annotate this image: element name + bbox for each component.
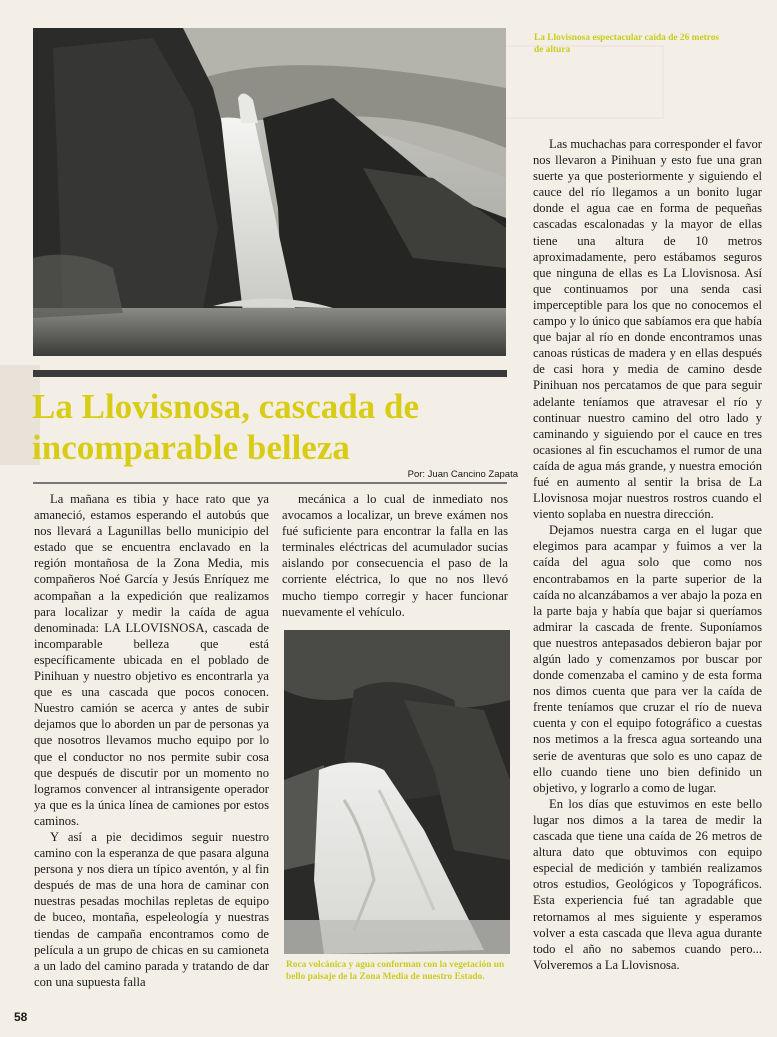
column-left (34, 491, 269, 990)
column-right (533, 136, 762, 973)
paragraph: Dejamos nuestra carga en el lugar que elegimos para acampar y fuimos a ver la caída del agua solo que como nos encontrabamos en la parte superior de la caída no alcanzábamos a ver abajo la poza en la parte baja y había que bajar si queríamos admirar la cascada de frente. Suponíamos que nuestros antepasados debieron bajar por algún lado y comenzamos por buscar por donde comenzaba el camino y de esta forma nos dimos cuenta que para ver la caída de frente teníamos que cruzar el río de nueva cuenta y con el equipo fotográfico a cuestas nos metimos a la fresca agua sorteando una serie de aventuras que solo es uno capaz de ello cuando tiene uno bien definido un objetivo, y lograrlo a como de lugar. (533, 523, 762, 795)
waterfall-photo-bottom (284, 630, 510, 954)
paragraph: La mañana es tibia y hace rato que ya amaneció, estamos esperando el autobús que nos llevará a Lagunillas bello municipio del estado que se encuentra enclavado en la región montañosa de la Zona Media, mis compañeros Noé García y Jesús Enríquez me acompañan a la expedición que realizamos para localizar y medir la caída de agua denominada: LA LLOVISNOSA, cascada de incomparable belleza que está específicamente ubicada en el poblado de Pinihuan y nuestro objetivo es encontrarla ya que es una cascada que pocos conocen. Nuestro camión se acerca y antes de subir dejamos que lo aborden un par de personas ya que nosotros llevamos mucho equipo por lo que el conductor no nos permite subir cosa que después de discutir por un momento no logramos convencer al intransigente operador ya que es la única línea de camiones por estos caminos. (34, 492, 269, 828)
title-rule (33, 370, 507, 377)
page-number: 58 (14, 1010, 28, 1024)
article-title: La Llovisnosa, cascada de incomparable belleza (32, 387, 419, 467)
paragraph: Las muchachas para corresponder el favor nos llevaron a Pinihuan y esto fue una gran suerte ya que posteriormente y siguiendo el cauce del río llegamos a un bonito lugar donde el agua cae en forma de pequeñas cascadas escalonadas y la mayor de ellas tiene una altura de 10 metros aproximadamente, pero estábamos seguros que ninguna de ellas es La Llovisnosa. Así que continuamos por una senda casi imperceptible para los que no conocemos el campo y lo único que sabíamos era que había que bajar al río en donde encontramos unas canoas rústicas de madera y en ellas después de casi hora y media de camino desde Pinihuan nos percatamos de que para seguir adelante teníamos que atravesar el río y continuar nuestro camino del otro lado y caminando y siguiendo por el cauce en tres ocasiones al fin escuchamos el rumor de una caída de agua más grande, y nuestra emoción fué en aumento al sentir la brisa de La Llovisnosa mojar nuestros rostros cuando el viento soplaba en nuestra dirección. (533, 137, 762, 522)
paragraph: En los días que estuvimos en este bello lugar nos dimos a la tarea de medir la cascada que tiene una caída de 26 metros de altura dato que obtuvimos con equipo especial de medición y también realizamos otros estudios, Geológicos y Topográficos. Esta experiencia fué tan agradable que retornamos al mes siguiente y esperamos volver a esta cascada que lleva agua durante todo el año no sabemos cuando pero... Volveremos a La Llovisnosa. (533, 796, 762, 972)
top-photo-caption: La Llovisnosa espectacular caída de 26 metros de altura (534, 33, 720, 55)
byline: Por: Juan Cancino Zapata (407, 469, 518, 480)
paragraph: Y así a pie decidimos seguir nuestro camino con la esperanza de que pasara alguna persona y nos diera un típico aventón, y al fin después de mas de una hora de caminar con nuestras pesadas mochilas repletas de equipo de buceo, montaña, espeleología y nuestras tiendas de campaña encontramos como de película a un grupo de chicas en su camioneta a un lado del camino parada y tratando de dar con una supuesta falla (34, 829, 269, 989)
paragraph: mecánica a lo cual de inmediato nos avocamos a localizar, un breve exámen nos fué suficiente para encontrar la falla en las terminales eléctricas del acumulador sucias aislando por consecuencia el paso de la corriente eléctrica, lo que no nos llevó mucho tiempo corregir y hacer funcionar nuevamente el vehículo. (282, 492, 508, 619)
bottom-photo-caption: Roca volcánica y agua conforman con la vegetación un bello paisaje de la Zona Media de nuestro Estado. (286, 960, 505, 982)
column-middle (282, 491, 508, 620)
waterfall-photo-top (33, 28, 506, 356)
title-rule-bottom (33, 482, 507, 484)
